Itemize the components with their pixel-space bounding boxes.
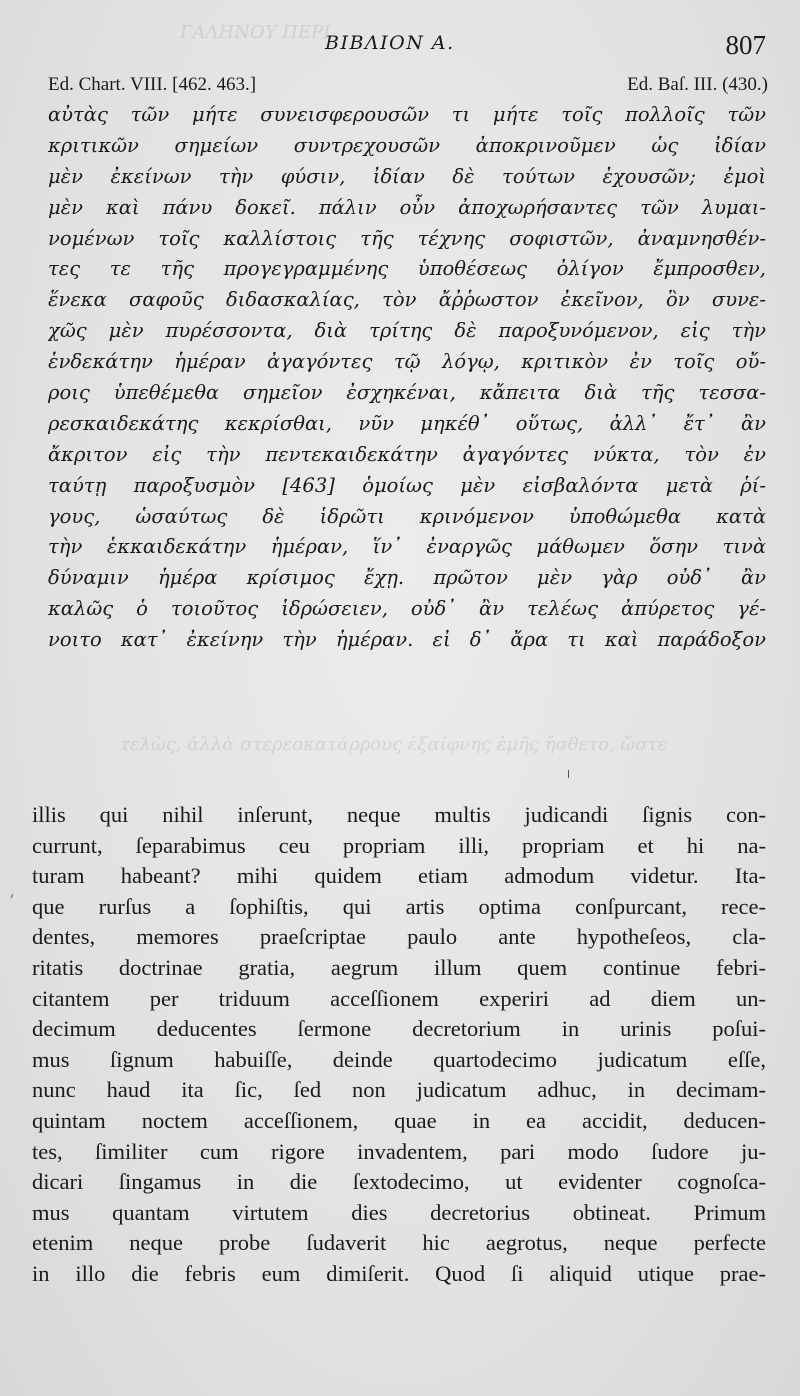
latin-line: etenim neque probe ſudaverit hic aegrotus, neque perfecte [32,1230,766,1256]
latin-line: turam habeant? mihi quidem etiam admodum videtur. Ita- [32,863,766,889]
greek-text-block [48,100,766,656]
book-title: ΒΙΒΛΙΟΝ Α. [325,32,455,54]
latin-line: mus quantam virtutem dies decretorius obtineat. Primum [32,1199,766,1225]
greek-line: τες τε τῆς προγεγραμμένης ὑποθέσεως ὀλίγον ἔμπροσθεν, [48,257,766,281]
greek-line: χῶς μὲν πυρέσσοντα, διὰ τρίτης δὲ παροξυνόμενον, εἰς τὴν [48,319,766,343]
edition-chart-reference: Ed. Chart. VIII. [462. 463.] [48,74,257,95]
latin-line: in illo die febris eum dimiſerit. Quod ſi aliquid utique prae- [32,1260,766,1286]
greek-line: αὐτὰς τῶν μήτε συνεισφερουσῶν τι μήτε τοῖς πολλοῖς τῶν [48,103,766,126]
latin-line: tes, ſimiliter cum rigore invadentem, pari modo ſudore ju- [32,1138,766,1164]
greek-line: ἑνδεκάτην ἡμέραν ἀγαγόντες τῷ λόγῳ, κριτικὸν ἐν τοῖς οὔ- [48,350,766,374]
latin-line: citantem per triduum acceſſionem experiri ad diem un- [32,985,766,1011]
latin-line: decimum deducentes ſermone decretorium in urinis poſui- [32,1016,766,1042]
latin-line: ritatis doctrinae gratia, aegrum illum quem continue febri- [32,954,766,980]
latin-line: mus ſignum habuiſſe, deinde quartodecimo judicatum eſſe, [32,1046,766,1072]
greek-line: καλῶς ὁ τοιοῦτος ἱδρώσειεν, οὐδ᾽ ἂν τελέως ἀπύρετος γέ- [48,597,766,621]
running-head [0,30,800,64]
greek-line: ρεσκαιδεκάτης κεκρίσθαι, νῦν μηκέθ᾽ οὕτως, ἀλλ᾽ ἔτ᾽ ἂν [48,411,766,435]
latin-line: que rurſus a ſophiſtis, qui artis optima conſpurcant, rece- [32,893,766,919]
greek-line: ἕνεκα σαφοῦς διδασκαλίας, τὸν ἄῤῥωστον ἐκεῖνον, ὃν συνε- [48,288,766,312]
latin-line: nunc haud ita ſic, ſed non judicatum adhuc, in decimam- [32,1077,766,1103]
latin-line: illis qui nihil inſerunt, neque multis judicandi ſignis con- [32,802,766,827]
page-number: 807 [725,30,766,60]
greek-line: ροις ὑπεθέμεθα σημεῖον ἐσχηκέναι, κἄπειτα διὰ τῆς τεσσα- [48,381,766,405]
edition-basel-reference: Ed. Baſ. III. (430.) [627,74,768,95]
edition-reference-line [48,74,768,100]
bleed-through-text: τελὼς, ἀλλὰ στερεοκατάρρους ἐξαίφνης ἐμῆς ἤσθετο, ὥστε [120,734,668,755]
greek-line: ἄκριτον εἰς τὴν πεντεκαιδεκάτην ἀγαγόντες νύκτα, τὸν ἐν [48,442,766,466]
section-divider-mark [568,770,569,778]
greek-line: μὲν καὶ πάνυ δοκεῖ. πάλιν οὖν ἀποχωρήσαντες τῶν λυμαι- [48,195,766,219]
latin-line: quintam noctem acceſſionem, quae in ea accidit, deducen- [32,1107,766,1133]
greek-line: νομένων τοῖς καλλίστοις τῆς τέχνης σοφιστῶν, ἀναμνησθέν- [48,226,766,250]
margin-mark: , [10,884,15,900]
greek-line: μὲν ἐκείνων τὴν φύσιν, ἰδίαν δὲ τούτων ἐχουσῶν; ἐμοὶ [48,164,766,188]
greek-line: γους, ὡσαύτως δὲ ἱδρῶτι κρινόμενον ὑποθώμεθα κατὰ [48,504,766,528]
bleed-through-text: ΓΑΛΗΝΟΥ ΠΕΡΙ [180,22,331,43]
greek-line: δύναμιν ἡμέρα κρίσιμος ἔχῃ. πρῶτον μὲν γὰρ οὐδ᾽ ἂν [48,566,766,590]
latin-line: currunt, ſeparabimus ceu propriam illi, propriam et hi na- [32,832,766,858]
latin-text-block [32,800,766,1290]
latin-line: dicari ſingamus in die ſextodecimo, ut evidenter cognoſca- [32,1169,766,1195]
latin-line: dentes, memores praeſcriptae paulo ante hypotheſeos, cla- [32,924,766,950]
greek-line: τὴν ἑκκαιδεκάτην ἡμέραν, ἵν᾽ ἐναργῶς μάθωμεν ὅσην τινὰ [48,535,766,559]
greek-line: νοιτο κατ᾽ ἐκείνην τὴν ἡμέραν. εἰ δ᾽ ἄρα τι καὶ παράδοξον [48,628,766,652]
greek-line: ταύτῃ παροξυσμὸν [463] ὁμοίως μὲν εἰσβαλόντα μετὰ ῥί- [48,473,766,497]
greek-line: κριτικῶν σημείων συντρεχουσῶν ἀποκρινοῦμεν ὡς ἰδίαν [48,133,766,157]
